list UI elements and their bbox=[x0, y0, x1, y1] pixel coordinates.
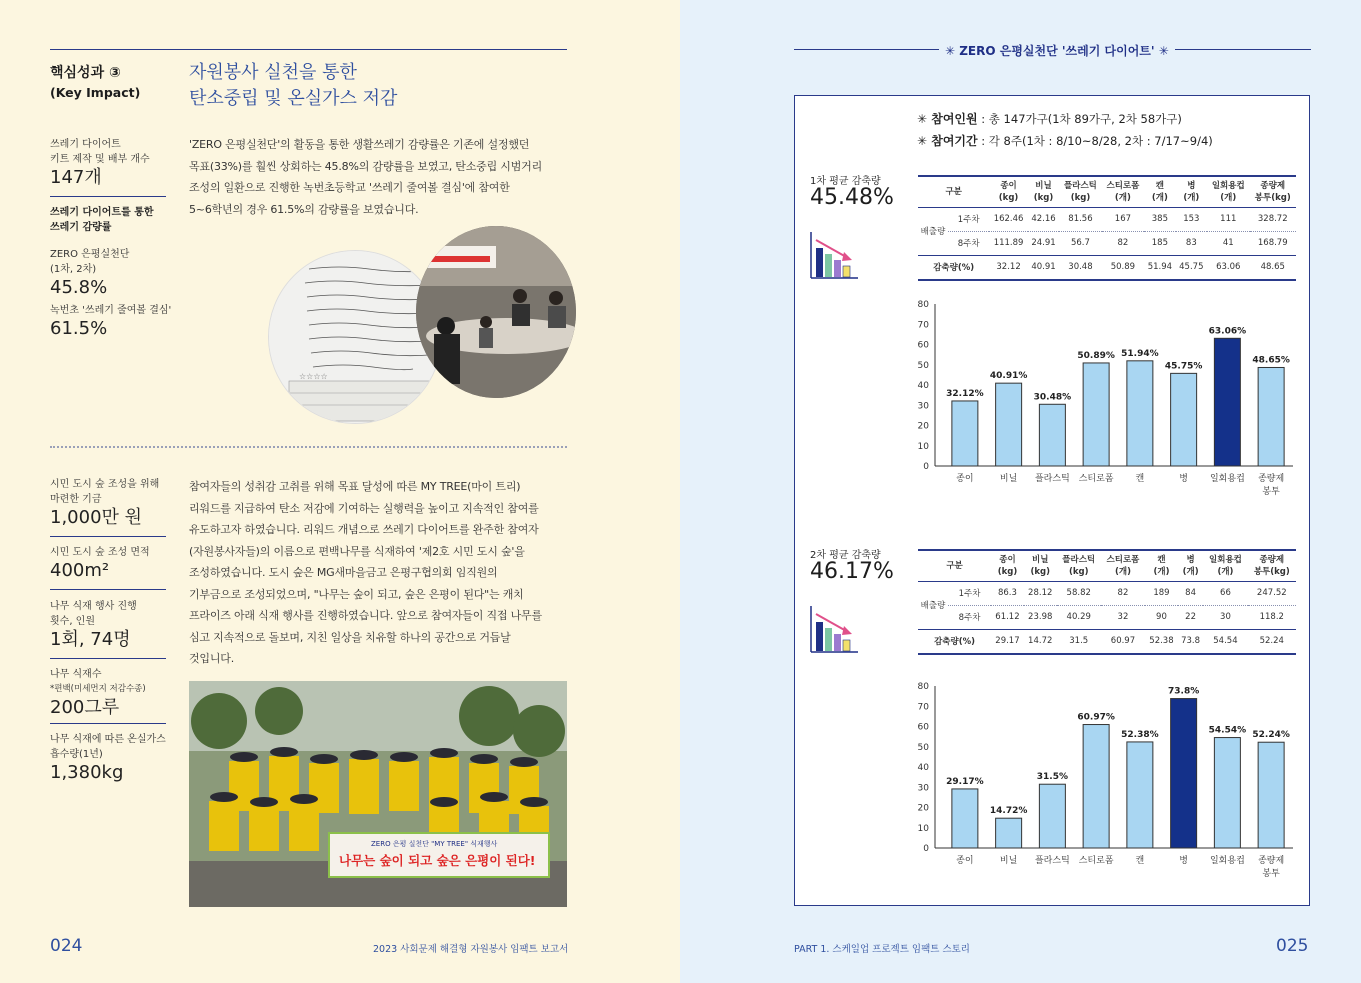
footer-left: 2023 사회문제 해결형 자원봉사 임팩트 보고서 bbox=[373, 944, 569, 955]
stat-value: 200그루 bbox=[50, 697, 120, 718]
category-label: 병 bbox=[1179, 856, 1188, 866]
data-label: 29.17% bbox=[946, 776, 984, 787]
category-label: 봉투 bbox=[1262, 487, 1280, 497]
data-label: 63.06% bbox=[1208, 326, 1247, 337]
section-divider bbox=[50, 446, 567, 448]
category-label: 스티로폼 bbox=[1078, 856, 1114, 866]
y-tick-label: 70 bbox=[917, 702, 929, 713]
bar bbox=[996, 383, 1022, 466]
stat-absorption: 나무 식재에 따른 온실가스 흡수량(1년) 1,380kg bbox=[50, 732, 180, 784]
bar bbox=[1171, 373, 1197, 466]
results-box bbox=[794, 95, 1310, 906]
y-tick-label: 20 bbox=[917, 421, 929, 432]
data-label: 32.12% bbox=[946, 388, 984, 399]
category-label: 캔 bbox=[1135, 474, 1145, 484]
category-label: 비닐 bbox=[999, 856, 1018, 866]
y-tick-label: 80 bbox=[917, 682, 929, 692]
category-label: 종이 bbox=[956, 856, 974, 866]
footer-right: PART 1. 스케일업 프로젝트 임팩트 스토리 bbox=[794, 944, 970, 955]
bar bbox=[1214, 338, 1240, 466]
y-tick-label: 30 bbox=[917, 401, 929, 412]
top-rule bbox=[50, 49, 567, 50]
category-label: 비닐 bbox=[999, 474, 1018, 484]
stat-value: 1,000만 원 bbox=[50, 507, 143, 528]
sheet-drawing bbox=[269, 251, 441, 423]
category-label: 일회용컵 bbox=[1209, 856, 1245, 866]
category-label: 종이 bbox=[956, 474, 974, 484]
group-photo-drawing bbox=[189, 681, 567, 907]
page-number-right: 025 bbox=[1276, 936, 1309, 956]
bar bbox=[1083, 363, 1109, 466]
section-title: 자원봉사 실천을 통한 탄소중립 및 온실가스 저감 bbox=[189, 62, 398, 109]
bar bbox=[1258, 367, 1284, 466]
stat-value: 1회, 74명 bbox=[50, 629, 131, 650]
y-tick-label: 30 bbox=[917, 783, 929, 794]
section-banner: ✳ ZERO 은평실천단 '쓰레기 다이어트' ✳ bbox=[939, 42, 1175, 59]
tree-planting-group-photo bbox=[189, 681, 567, 907]
stat-area: 시민 도시 숲 조성 면적 400m² bbox=[50, 545, 180, 582]
bar-chart-round-2 bbox=[903, 678, 1303, 890]
banner-slogan: 나무는 숲이 되고 숲은 은평이 된다! bbox=[339, 853, 536, 868]
y-tick-label: 70 bbox=[917, 320, 929, 331]
stat-nokbeon: 녹번초 '쓰레기 줄여볼 결심' 61.5% bbox=[50, 303, 185, 340]
y-tick-label: 50 bbox=[917, 742, 929, 753]
stat-value: 45.8% bbox=[50, 277, 108, 298]
period-line: ✳ 참여기간 : 각 8주(1차 : 8/10~8/28, 2차 : 7/17~9/4) bbox=[917, 134, 1213, 148]
y-tick-label: 20 bbox=[917, 803, 929, 814]
data-label: 60.97% bbox=[1077, 712, 1115, 723]
banner-small-text: ZERO 은평 실천단 "MY TREE" 식재행사 bbox=[371, 840, 498, 848]
y-tick-label: 50 bbox=[917, 360, 929, 371]
stat-value: 400m² bbox=[50, 560, 110, 581]
data-label: 50.89% bbox=[1077, 350, 1115, 361]
page-number-left: 024 bbox=[50, 936, 83, 956]
avg-label-2: 2차 평균 감축량 bbox=[810, 550, 881, 561]
meeting-photo bbox=[416, 226, 576, 398]
participants-line: ✳ 참여인원 : 총 147가구(1차 89가구, 2차 58가구) bbox=[917, 112, 1182, 126]
data-label: 54.54% bbox=[1208, 725, 1247, 736]
reduction-chart-icon bbox=[810, 604, 860, 654]
data-label: 14.72% bbox=[989, 806, 1028, 817]
stat-trees: 나무 식재수 *편백(미세먼지 저감수종) 200그루 bbox=[50, 667, 180, 719]
stat-kit-count: 쓰레기 다이어트 키트 제작 및 배부 개수 147개 bbox=[50, 137, 166, 189]
table-round-1: 구분 종이 (kg) 비닐 (kg) 플라스틱 (kg) 스티로폼 (개) 캔 (개) 병 (개) 일회용컵 (개) 종량제 봉투(kg) 배출량 1주차 162.46 42.16 81.56 167 385 153 111 328.72 8주차 111.89 24.91 56.7 82 185 83 41 168.79 감축량(%) 32.12 40.91 30.48 50.89 51.94 45.75 63.06 48.65 bbox=[918, 175, 1296, 281]
table-round-2: 구분 종이 (kg) 비닐 (kg) 플라스틱 (kg) 스티로폼 (개) 캔 (개) 병 (개) 일회용컵 (개) 종량제 봉투(kg) 배출량 1주차 86.3 28.12 58.82 82 189 84 66 247.52 8주차 61.12 23.98 40.29 32 90 22 30 118.2 감축량(%) 29.17 14.72 31.5 60.97 52.38 73.8 54.54 52.24 bbox=[918, 549, 1296, 655]
bar-chart-round-1 bbox=[903, 296, 1303, 508]
left-page bbox=[0, 0, 680, 983]
category-label: 봉투 bbox=[1262, 869, 1280, 879]
paragraph-1: 'ZERO 은평실천단'의 활동을 통한 생활쓰레기 감량률은 기존에 설정했던 목표(33%)를 훨씬 상회하는 45.8%의 감량률을 보였고, 탄소중립 시범거리 조성의 일환으로 진행한 녹번초등학교 '쓰레기 줄여볼 결심'에 참여한 5~6학년의 경우 61.5%의 감량률을 보였습니다. bbox=[189, 138, 542, 216]
category-label: 종량제 bbox=[1258, 474, 1285, 484]
paragraph-2: 참여자들의 성취감 고취를 위해 목표 달성에 따른 MY TREE(마이 트리) 리워드를 지급하여 탄소 저감에 기여하는 실행력을 높이고 지속적인 참여를 유도하고자 하였습니다. 리워드 개념으로 쓰레기 다이어트를 완주한 참여자 (자원봉사자들)의 이름으로 편백나무를 식재하여 '제2호 시민 도시 숲'을 조성하였습니다. 도시 숲은 MG새마을금고 은평구협의회 임직원의 기부금으로 조성되었으며, "나무는 숲이 되고, 숲은 은평이 된다"는 캐치 프라이즈 아래 식재 행사를 진행하였습니다. 앞으로 참여자들이 직접 나무를 심고 지속적으로 돌보며, 지친 일상을 치유할 하나의 공간으로 거듭날 것입니다. bbox=[189, 480, 542, 665]
avg-value-2: 46.17% bbox=[810, 559, 894, 584]
data-label: 40.91% bbox=[989, 371, 1028, 382]
data-label: 30.48% bbox=[1033, 392, 1072, 403]
y-tick-label: 60 bbox=[917, 722, 929, 733]
bar bbox=[1127, 361, 1153, 466]
bar bbox=[1039, 404, 1065, 466]
bar bbox=[1214, 738, 1240, 848]
data-label: 52.24% bbox=[1252, 730, 1290, 741]
stat-event: 나무 식재 행사 진행 횟수, 인원 1회, 74명 bbox=[50, 599, 180, 651]
svg-text:☆☆☆☆: ☆☆☆☆ bbox=[299, 372, 328, 381]
bar bbox=[1083, 725, 1109, 848]
bar bbox=[952, 789, 978, 848]
bar bbox=[1127, 742, 1153, 848]
bar bbox=[1039, 784, 1065, 848]
y-tick-label: 40 bbox=[917, 381, 929, 391]
category-label: 종량제 bbox=[1258, 856, 1285, 866]
kpi-subheading: (Key Impact) bbox=[50, 85, 141, 100]
meeting-drawing bbox=[416, 226, 576, 398]
data-label: 73.8% bbox=[1168, 686, 1200, 697]
kpi-heading: 핵심성과 ③ bbox=[50, 65, 121, 81]
category-label: 플라스틱 bbox=[1034, 856, 1070, 866]
category-label: 스티로폼 bbox=[1078, 474, 1114, 484]
stat-value: 1,380kg bbox=[50, 762, 124, 783]
reduction-chart-icon bbox=[810, 230, 860, 280]
handwritten-sheet-photo bbox=[268, 250, 442, 424]
category-label: 병 bbox=[1179, 474, 1188, 484]
data-label: 45.75% bbox=[1164, 361, 1203, 372]
stat-zero-team: ZERO 은평실천단 (1차, 2차) 45.8% bbox=[50, 247, 180, 299]
avg-label-1: 1차 평균 감축량 bbox=[810, 176, 881, 187]
y-tick-label: 10 bbox=[917, 823, 929, 834]
stat-value: 61.5% bbox=[50, 318, 108, 339]
y-tick-label: 60 bbox=[917, 340, 929, 351]
y-tick-label: 0 bbox=[923, 844, 929, 854]
y-tick-label: 10 bbox=[917, 441, 929, 452]
bar bbox=[952, 401, 978, 466]
data-label: 51.94% bbox=[1121, 348, 1159, 359]
avg-value-1: 45.48% bbox=[810, 185, 894, 210]
y-tick-label: 0 bbox=[923, 462, 929, 472]
data-label: 31.5% bbox=[1036, 772, 1068, 783]
bar bbox=[1258, 742, 1284, 848]
category-label: 플라스틱 bbox=[1034, 474, 1070, 484]
category-label: 일회용컵 bbox=[1209, 474, 1245, 484]
stat-reduction-heading: 쓰레기 다이어트를 통한 쓰레기 감량률 bbox=[50, 207, 154, 233]
y-tick-label: 40 bbox=[917, 763, 929, 773]
y-tick-label: 80 bbox=[917, 300, 929, 310]
stat-value: 147개 bbox=[50, 167, 102, 188]
data-label: 52.38% bbox=[1121, 729, 1159, 740]
category-label: 캔 bbox=[1135, 856, 1145, 866]
bar bbox=[996, 818, 1022, 848]
stat-fund: 시민 도시 숲 조성을 위해 마련한 기금 1,000만 원 bbox=[50, 477, 180, 529]
bar bbox=[1171, 699, 1197, 848]
data-label: 48.65% bbox=[1252, 355, 1290, 366]
